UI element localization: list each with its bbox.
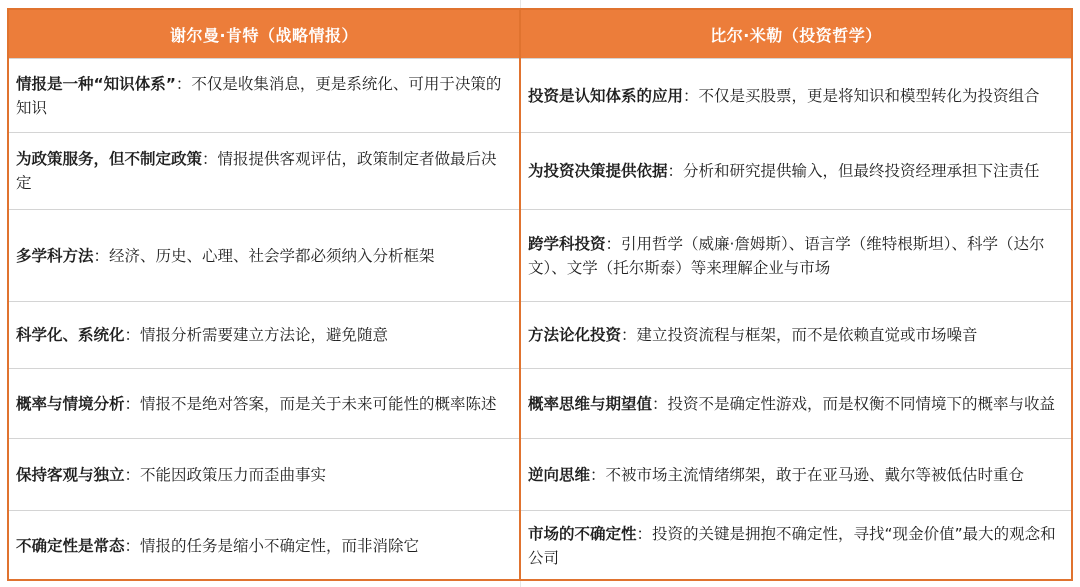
cell-title: 情报是一种“知识体系” [16,74,176,93]
cell-title: 多学科方法 [16,246,94,265]
cell-separator: ： [175,74,192,93]
cell-title: 概率思维与期望值 [528,394,653,413]
cell-separator: ： [590,465,606,484]
table-cell [521,301,1071,368]
table-cell [9,368,519,438]
table-cell [9,301,519,368]
cell-text: 不能因政策压力而歪曲事实 [140,465,327,484]
cell-separator: ： [202,150,218,168]
cell-title: 逆向思维 [528,465,591,484]
cell-separator: ： [124,465,141,484]
cell-title: 市场的不确定性 [528,525,637,543]
cell-title: 科学化、系统化 [16,326,125,344]
cell-title: 不确定性是常态 [16,537,125,555]
cell-text: 引用哲学（威廉·詹姆斯）、语言学（维特根斯坦）、科学（达尔文）、文学（托尔斯泰）等来理解企业与市场 [528,234,1045,277]
cell-title: 为投资决策提供依据 [528,162,668,180]
table-cell [521,209,1071,301]
cell-text: 情报的任务是缩小不确定性，而非消除它 [140,537,420,555]
cell-text: 情报分析需要建立方法论，避免随意 [140,326,389,344]
cell-separator: ： [652,394,668,413]
cell-text: 经济、历史、心理、社会学都必须纳入分析框架 [109,246,435,265]
cell-text: 投资不是确定性游戏，而是权衡不同情境下的概率与收益 [667,394,1056,413]
column-header-miller: 比尔·米勒（投资哲学） [521,10,1071,58]
cell-text: 不仅是收集消息，更是系统化、可用于决策的知识 [16,74,502,117]
cell-separator: ： [124,537,141,555]
table-cell [521,368,1071,438]
cell-title: 为政策服务，但不制定政策 [16,150,203,168]
cell-separator: ： [124,326,141,344]
table-cell [521,438,1071,510]
table-cell [521,132,1071,209]
cell-separator: ： [621,326,637,344]
column-kent [7,8,521,581]
table-cell [9,510,519,581]
cell-separator: ： [605,234,622,253]
column-header-kent: 谢尔曼·肯特（战略情报） [9,10,519,58]
table-cell [521,58,1071,132]
cell-separator: ： [124,394,141,413]
column-miller [519,8,1073,581]
cell-text: 分析和研究提供输入，但最终投资经理承担下注责任 [683,162,1040,180]
cell-separator: ： [93,246,110,265]
cell-separator: ： [636,525,653,543]
table-cell [9,209,519,301]
cell-text: 投资的关键是拥抱不确定性，寻找“现金价值”最大的观念和公司 [528,525,1056,567]
cell-separator: ： [683,86,699,105]
table-cell [9,438,519,510]
cell-text: 情报不是绝对答案，而是关于未来可能性的概率陈述 [140,394,497,413]
cell-text: 情报提供客观评估，政策制定者做最后决定 [16,150,497,192]
cell-text: 不仅是买股票，更是将知识和模型转化为投资组合 [698,86,1040,105]
cell-title: 方法论化投资 [528,326,622,344]
cell-title: 投资是认知体系的应用 [528,86,684,105]
cell-title: 跨学科投资 [528,234,606,253]
cell-title: 保持客观与独立 [16,465,125,484]
cell-text: 建立投资流程与框架，而不是依赖直觉或市场噪音 [636,326,978,344]
cell-title: 概率与情境分析 [16,394,125,413]
cell-text: 不被市场主流情绪绑架，敢于在亚马逊、戴尔等被低估时重仓 [605,465,1025,484]
table-cell [9,58,519,132]
table-cell [9,132,519,209]
cell-separator: ： [667,162,684,180]
table-cell [521,510,1071,581]
